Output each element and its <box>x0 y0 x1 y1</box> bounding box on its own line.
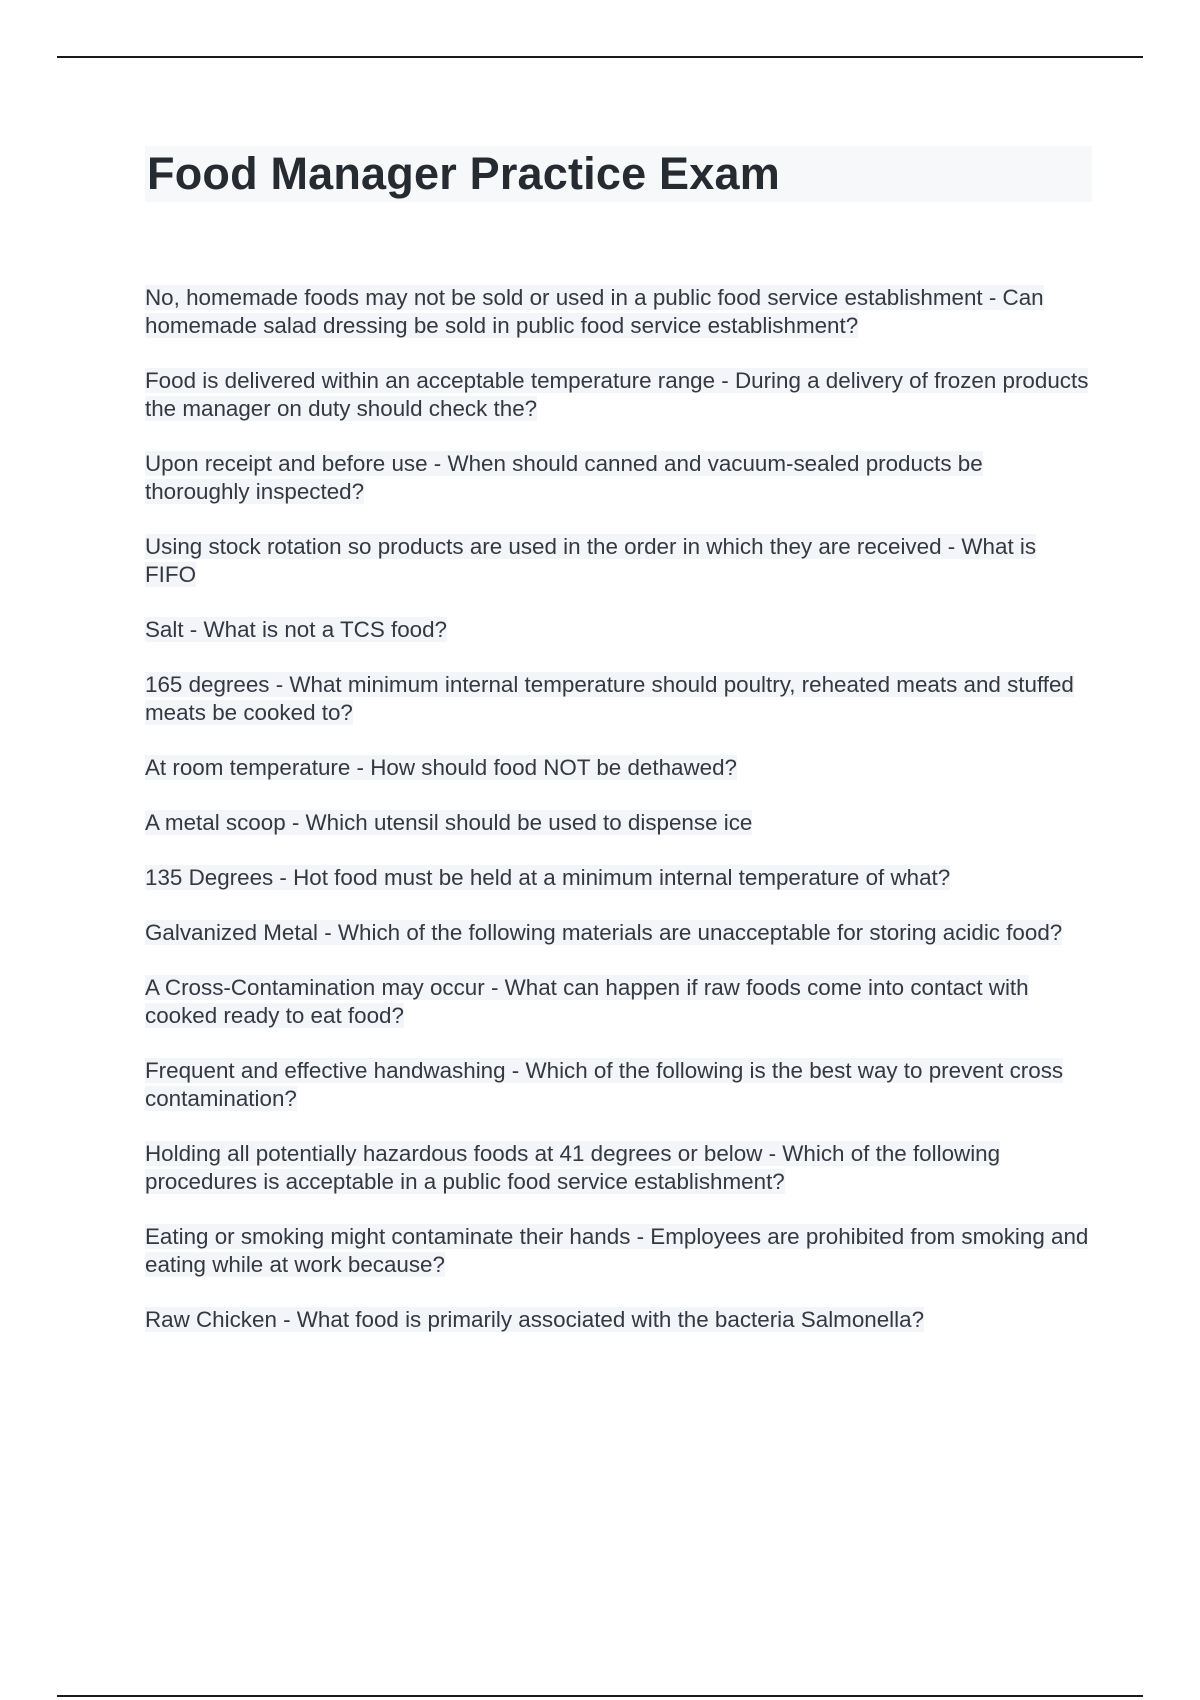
qa-text: Using stock rotation so products are used in the order in which they are received - What is FIFO <box>145 534 1037 587</box>
qa-text: Holding all potentially hazardous foods at 41 degrees or below - Which of the following procedures is acceptable in a public food service establishment? <box>145 1141 1001 1194</box>
qa-text: 165 degrees - What minimum internal temperature should poultry, reheated meats and stuffed meats be cooked to? <box>145 672 1074 725</box>
qa-text: Upon receipt and before use - When should canned and vacuum-sealed products be thoroughly inspected? <box>145 451 983 504</box>
qa-text: A metal scoop - Which utensil should be used to dispense ice <box>145 810 753 835</box>
qa-item <box>145 754 1090 782</box>
top-divider <box>57 56 1143 58</box>
qa-item <box>145 864 1090 892</box>
qa-item <box>145 1140 1090 1196</box>
qa-item <box>145 450 1090 506</box>
qa-item <box>145 533 1090 589</box>
qa-text: 135 Degrees - Hot food must be held at a minimum internal temperature of what? <box>145 865 951 890</box>
qa-item <box>145 284 1090 340</box>
qa-text: A Cross-Contamination may occur - What can happen if raw foods come into contact with cooked ready to eat food? <box>145 975 1029 1028</box>
question-answer-list <box>145 284 1090 1361</box>
bottom-divider <box>57 1695 1143 1697</box>
qa-item <box>145 919 1090 947</box>
qa-text: Galvanized Metal - Which of the following materials are unacceptable for storing acidic food? <box>145 920 1063 945</box>
qa-item <box>145 616 1090 644</box>
qa-text: Salt - What is not a TCS food? <box>145 617 448 642</box>
qa-item <box>145 671 1090 727</box>
qa-item <box>145 1223 1090 1279</box>
qa-text: Eating or smoking might contaminate their hands - Employees are prohibited from smoking and eating while at work because? <box>145 1224 1089 1277</box>
page-title: Food Manager Practice Exam <box>147 148 780 199</box>
qa-item <box>145 1057 1090 1113</box>
qa-text: Raw Chicken - What food is primarily associated with the bacteria Salmonella? <box>145 1307 925 1332</box>
qa-item <box>145 1306 1090 1334</box>
qa-text: At room temperature - How should food NOT be dethawed? <box>145 755 738 780</box>
qa-text: Food is delivered within an acceptable temperature range - During a delivery of frozen products the manager on duty should check the? <box>145 368 1089 421</box>
qa-item <box>145 367 1090 423</box>
qa-item <box>145 809 1090 837</box>
qa-item <box>145 974 1090 1030</box>
qa-text: No, homemade foods may not be sold or used in a public food service establishment - Can homemade salad dressing be sold in public food service establishment? <box>145 285 1044 338</box>
qa-text: Frequent and effective handwashing - Which of the following is the best way to prevent cross contamination? <box>145 1058 1064 1111</box>
